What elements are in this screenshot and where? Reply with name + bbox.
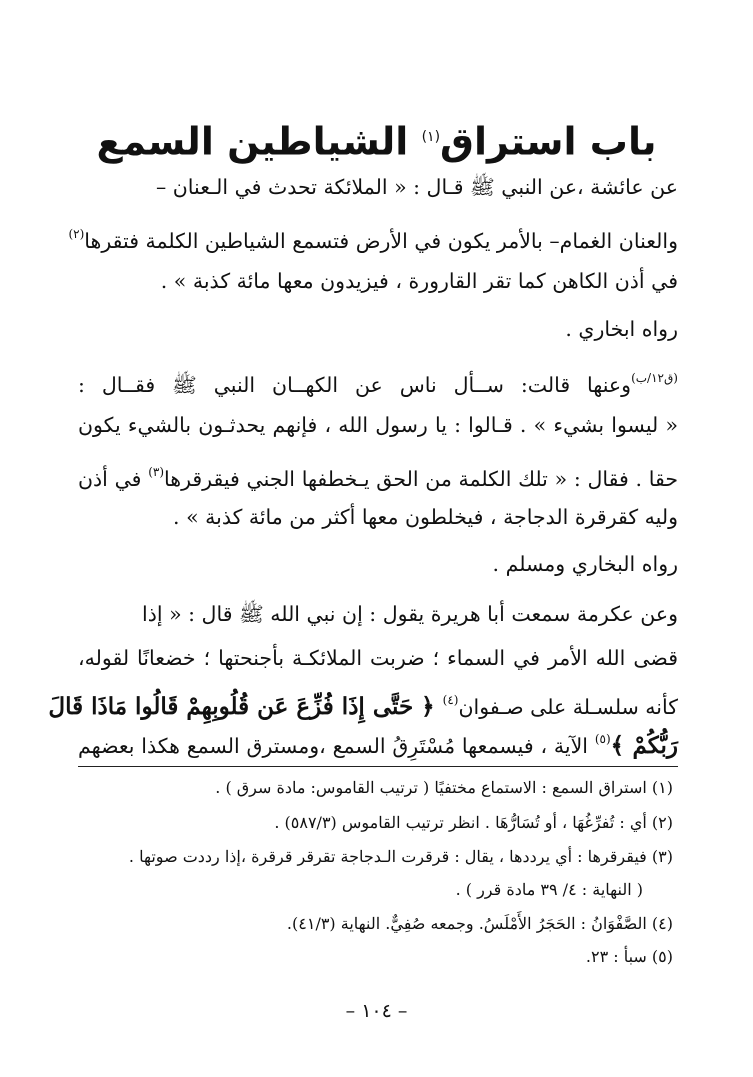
paragraph-2-line-3-before: حقا . فقال : « تلك الكلمة من الحق يـخطفها الجني فيقرقرها: [164, 467, 678, 491]
footnote-3: (٣) فيقرقرها : أي يرددها ، يقال : قرقرت الـدجاجة تقرقر قرقرة ،إذا رددت صوتها .: [128, 847, 673, 866]
paragraph-1-line-1: عن عائشة ،عن النبي ﷺ قـال : « الملائكة تحدث في الـعنان –: [155, 175, 678, 199]
paragraph-3-line-4: [78, 722, 678, 763]
footnote-1: (١) استراق السمع : الاستماع مختفيًا ( ترتيب القاموس: مادة سرق ) .: [215, 778, 673, 797]
manuscript-reference: (ق١٢/ب): [631, 371, 678, 385]
chapter-title-main-after: الشياطين السمع: [96, 119, 409, 164]
paragraph-2-line-3-after: في أذن: [78, 467, 149, 491]
chapter-title: [0, 113, 753, 166]
footnote-reference-3: (٣): [148, 465, 165, 479]
chapter-title-main-before: باب استراق: [440, 119, 657, 164]
chapter-title-footnote-marker: (١): [421, 129, 441, 145]
paragraph-2-line-3: [78, 455, 678, 496]
paragraph-1-line-2-text: والعنان الغمام– بالأمر يكون في الأرض فتسمع الشياطين الكلمة فتقرها: [84, 229, 678, 253]
quran-verse-part-2: رَبُّكُمْ ﴾: [610, 732, 678, 759]
footnote-4: (٤) الصَّفْوَانُ : الحَجَرُ الأَمْلَسُ. وجمعه صُفِيٌّ. النهاية (٤١/٣).: [286, 914, 673, 933]
footnote-3-continuation: ( النهاية : ٤/ ٣٩ مادة قرر ) .: [455, 880, 643, 899]
quran-verse-part-1: ﴿ حَتَّى إِذَا فُزِّعَ عَن قُلُوبِهِمْ قَالُوا مَاذَا قَالَ: [48, 693, 443, 720]
paragraph-3-line-4-after: الآية ، فيسمعها مُسْتَرِقُ السمع ،ومسترق السمع هكذا بعضهم: [78, 734, 595, 758]
paragraph-2-line-4: وليه كقرقرة الدجاجة ، فيخلطون معها أكثر من مائة كذبة » .: [173, 505, 678, 529]
paragraph-2-line-1: [78, 361, 678, 402]
narration-1: رواه ابخاري .: [565, 317, 678, 341]
paragraph-3-line-3: [48, 683, 678, 724]
paragraph-3-line-3-before: كأنه سلسـلة على صـفوان: [458, 695, 678, 719]
paragraph-2-line-1-text: وعنها قالت: ســأل ناس عن الكهــان النبي ﷺ فقــال :: [78, 373, 632, 397]
paragraph-3-line-1: وعن عكرمة سمعت أبا هريرة يقول : إن نبي الله ﷺ قال : « إذا: [142, 602, 678, 626]
paragraph-2-line-2: « ليسوا بشيء » . قـالوا : يا رسول الله ، فإنهم يحدثـون بالشيء يكون: [78, 413, 678, 437]
footnote-reference-4: (٤): [442, 693, 459, 707]
narration-2: رواه البخاري ومسلم .: [492, 552, 678, 576]
footnote-separator: [78, 766, 678, 767]
footnote-reference-2: (٢): [68, 227, 85, 241]
footnote-2: (٢) أي : تُفرِّغُهَا ، أو تُسَارُّهَا . انظر ترتيب القاموس (٥٨٧/٣) .: [274, 813, 673, 832]
footnote-5: (٥) سبأ : ٢٣.: [585, 947, 673, 966]
page-number: – ١٠٤ –: [345, 1000, 408, 1022]
paragraph-3-line-2: قضى الله الأمر في السماء ؛ ضربت الملائكـة بأجنحتها ؛ خضعانًا لقوله،: [78, 646, 678, 670]
footnote-reference-5: (٥): [594, 732, 611, 746]
paragraph-1-line-2: [68, 217, 678, 258]
paragraph-1-line-3: في أذن الكاهن كما تقر القارورة ، فيزيدون معها مائة كذبة » .: [160, 269, 678, 293]
